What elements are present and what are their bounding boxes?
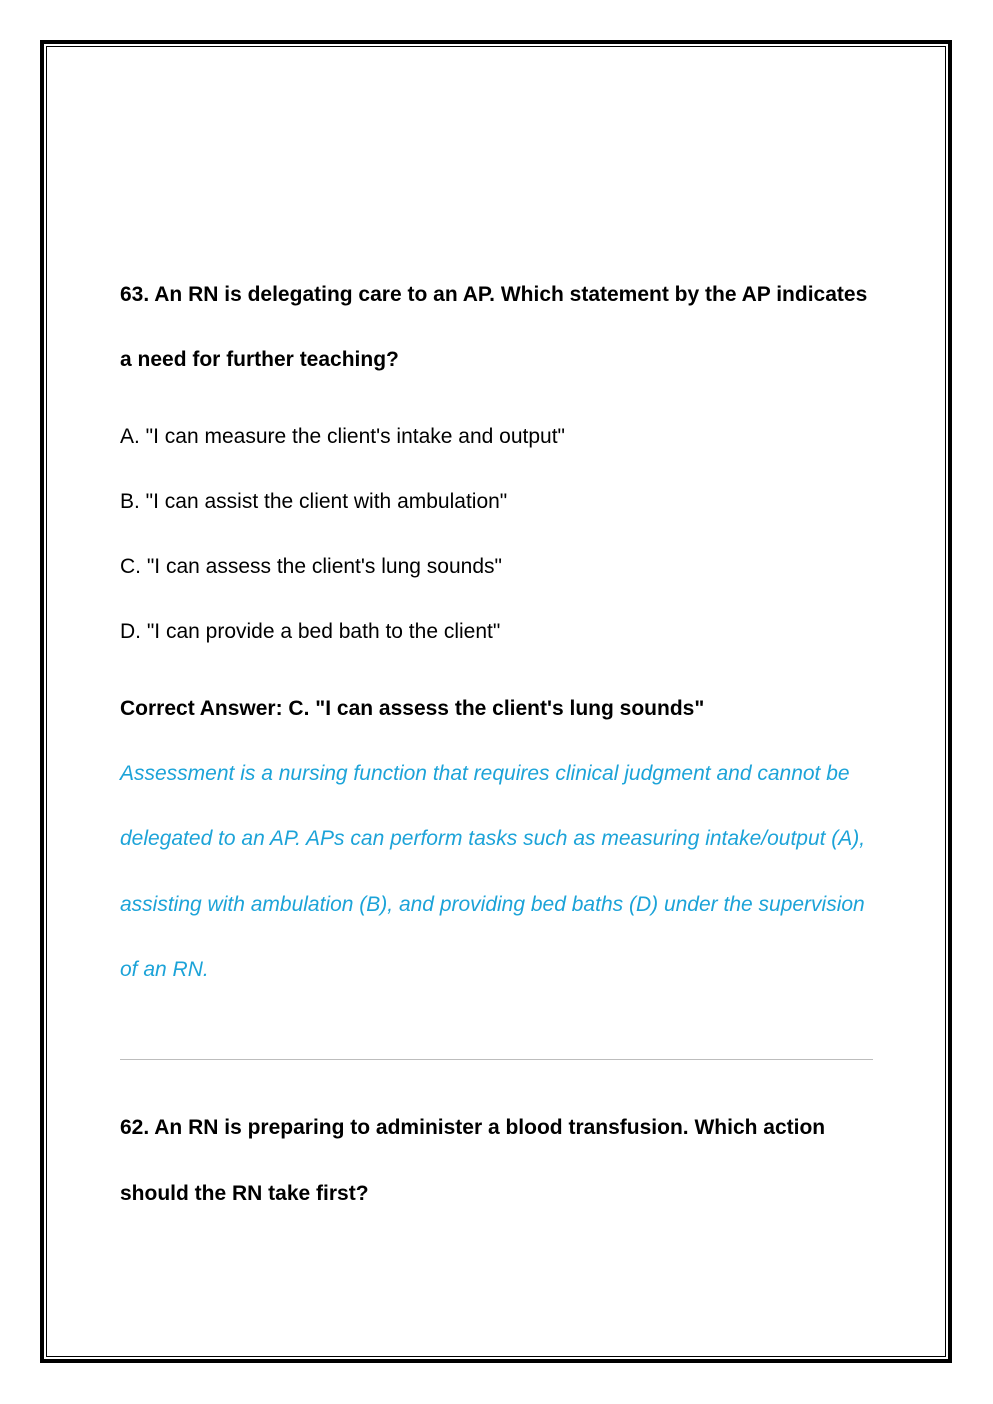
option-c: C. "I can assess the client's lung sounds" bbox=[120, 555, 502, 578]
option-b: B. "I can assist the client with ambulation" bbox=[120, 490, 508, 513]
section-divider bbox=[120, 1059, 873, 1060]
correct-answer: Correct Answer: C. "I can assess the client's lung sounds" bbox=[120, 697, 705, 720]
answer-explanation: Assessment is a nursing function that requires clinical judgment and cannot be delegated to an AP. APs can perform tasks such as measuring intake/output (A), assisting with ambulation (B), and providing bed baths (D) under the supervision of an RN. bbox=[120, 762, 866, 981]
question-62-text: 62. An RN is preparing to administer a blood transfusion. Which action should the RN take first? bbox=[120, 1116, 826, 1205]
answer-options bbox=[120, 404, 880, 664]
question-63-text: 63. An RN is delegating care to an AP. Which statement by the AP indicates a need for further teaching? bbox=[120, 283, 868, 371]
option-d: D. "I can provide a bed bath to the client" bbox=[120, 620, 501, 643]
option-a: A. "I can measure the client's intake and output" bbox=[120, 425, 566, 448]
question-63-block bbox=[120, 262, 880, 1002]
